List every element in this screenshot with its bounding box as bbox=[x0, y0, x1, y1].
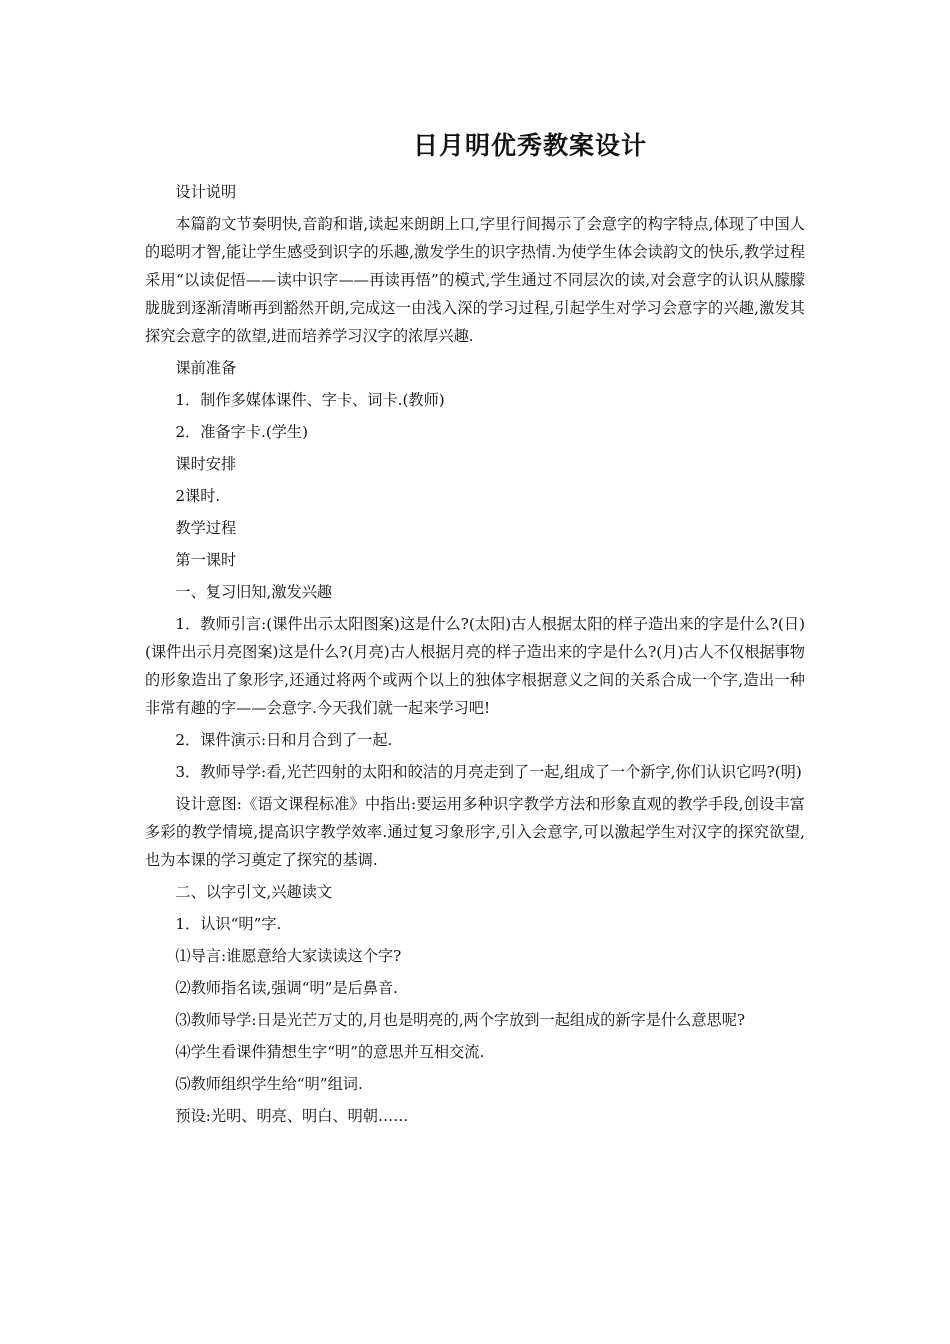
list-item: ⑸教师组织学生给“明”组词. bbox=[175, 1075, 363, 1093]
heading-schedule: 课时安排 bbox=[175, 455, 237, 473]
paragraph-design-notes: 本篇韵文节奏明快,音韵和谐,读起来朗朗上口,字里行间揭示了会意字的构字特点,体现了中国人的聪明才智,能让学生感受到识字的乐趣,激发学生的识字热情.为使学生体会读韵文的快乐,教学过程采用“以读促悟——读中识字——再读再悟”的模式,学生通过不同层次的读,对会意字的认识从朦朦胧胧到逐渐清晰再到豁然开朗,完成这一由浅入深的学习过程,引起学生对学习会意字的兴趣,激发其探究会意字的欲望,进而培养学习汉字的浓厚兴趣. bbox=[145, 215, 805, 345]
list-item: ⑴导言:谁愿意给大家读读这个字? bbox=[175, 947, 402, 965]
list-item: 1．教师引言:(课件出示太阳图案)这是什么?(太阳)古人根据太阳的样子造出来的字是什么?(日)(课件出示月亮图案)这是什么?(月亮)古人根据月亮的样子造出来的字是什么?(月)古人不仅根据事物的形象造出了象形字,还通过将两个或两个以上的独体字根据意义之间的关系合成一个字,造出一种非常有趣的字——会意字.今天我们就一起来学习吧! bbox=[145, 615, 805, 717]
list-item: 2．准备字卡.(学生) bbox=[175, 423, 309, 441]
paragraph-schedule: 2课时. bbox=[175, 487, 221, 505]
list-item: ⑵教师指名读,强调“明”是后鼻音. bbox=[175, 979, 399, 997]
list-item: 1．认识“明”字. bbox=[175, 915, 282, 933]
list-item: ⑶教师导学:日是光芒万丈的,月也是明亮的,两个字放到一起组成的新字是什么意思呢? bbox=[175, 1011, 746, 1029]
list-item: 预设:光明、明亮、明白、明朝…… bbox=[175, 1107, 409, 1125]
heading-section-one: 一、复习旧知,激发兴趣 bbox=[175, 583, 333, 601]
list-item: 2．课件演示:日和月合到了一起. bbox=[175, 731, 393, 749]
heading-section-two: 二、以字引文,兴趣读文 bbox=[175, 883, 333, 901]
list-item: ⑷学生看课件猜想生字“明”的意思并互相交流. bbox=[175, 1043, 485, 1061]
heading-preparation: 课前准备 bbox=[175, 359, 237, 377]
heading-process: 教学过程 bbox=[175, 519, 237, 537]
list-item: 1．制作多媒体课件、字卡、词卡.(教师) bbox=[175, 391, 445, 409]
document-title: 日月明优秀教案设计 bbox=[412, 131, 647, 160]
paragraph-design-intent: 设计意图:《语文课程标准》中指出:要运用多种识字教学方法和形象直观的教学手段,创设丰富多彩的教学情境,提高识字教学效率.通过复习象形字,引入会意字,可以激起学生对汉字的探究欲望,也为本课的学习奠定了探究的基调. bbox=[145, 795, 805, 869]
heading-first-lesson: 第一课时 bbox=[175, 551, 237, 569]
document-body bbox=[145, 178, 805, 1134]
list-item: 3．教师导学:看,光芒四射的太阳和皎洁的月亮走到了一起,组成了一个新字,你们认识它吗?(明) bbox=[175, 763, 802, 781]
heading-design-notes: 设计说明 bbox=[175, 183, 237, 201]
